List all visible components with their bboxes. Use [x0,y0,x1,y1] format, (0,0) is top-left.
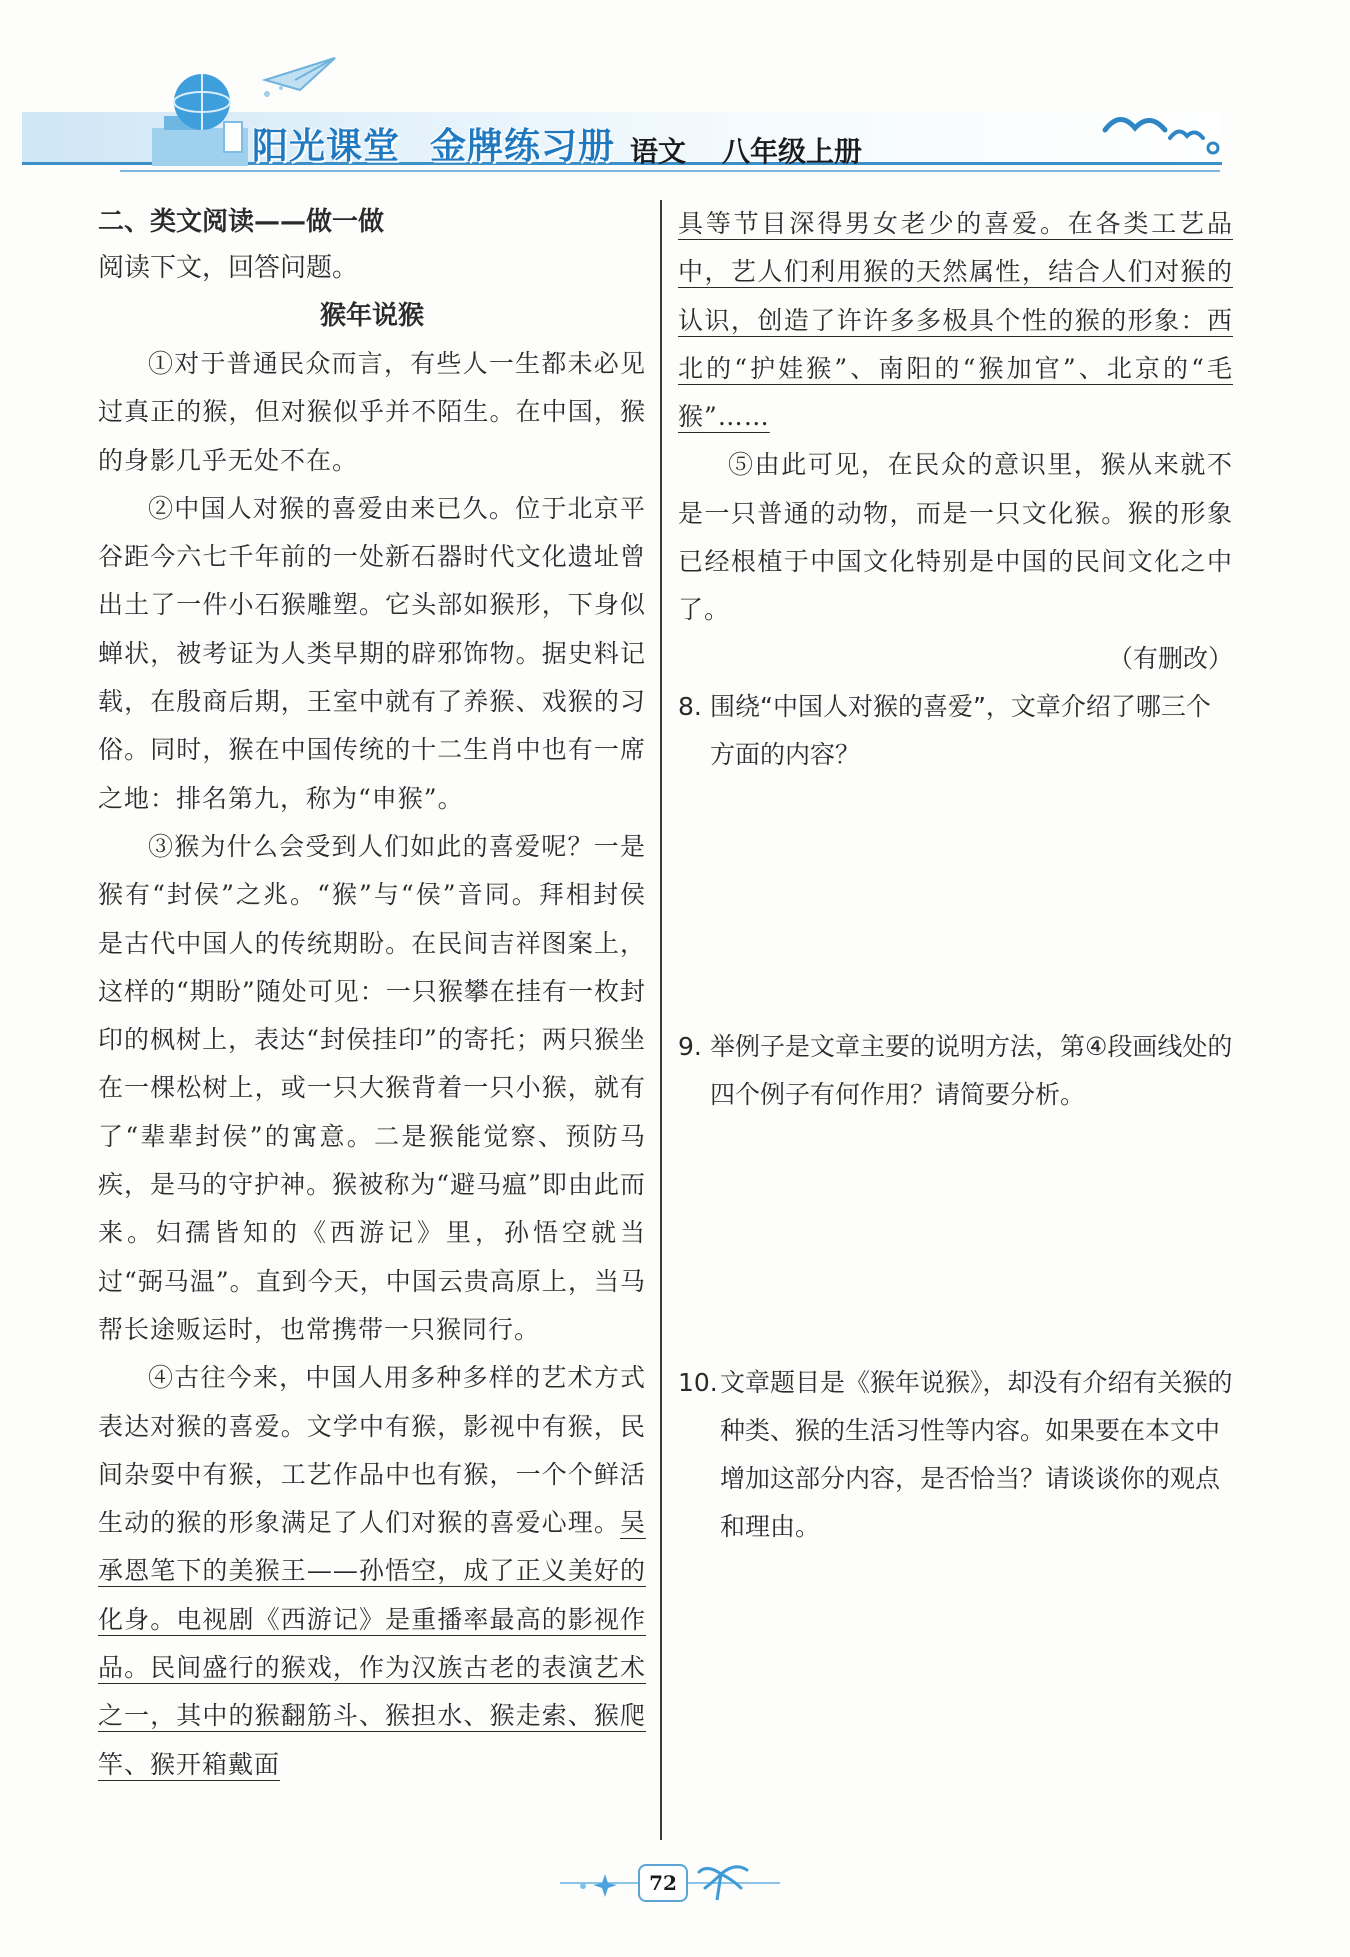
question-8-body: 围绕“中国人对猴的喜爱”，文章介绍了哪三个方面的内容？ [710,691,1211,769]
grade-label: 八年级上册 [722,135,863,168]
paragraph-4-intro: ④古往今来，中国人用多种多样的艺术方式表达对猴的喜爱。文学中有猴，影视中有猴，民间杂耍中有猴，工艺作品中也有猴，一个个鲜活生动的猴的形象满足了人们对猴的喜爱心理。 [98,1363,646,1538]
article-title: 猴年说猴 [319,301,424,331]
reading-instruction: 阅读下文，回答问题。 [98,253,359,283]
question-8-number: 8. [678,691,702,721]
page-header [0,0,1350,190]
question-9 [678,1023,1233,1359]
underlined-examples-part1: 吴承恩笔下的美猴王——孙悟空，成了正义美好的化身。电视剧《西游记》是重播率最高的影视作品。民间盛行的猴戏，作为汉族古老的表演艺术之一，其中的猴翻筋斗、猴担水、猴走索、猴爬竿、猴开箱戴面 [98,1508,646,1779]
question-10-text [678,1359,1233,1551]
right-column [678,200,1233,1551]
question-9-text [678,1023,1233,1119]
section-title: 二、类文阅读——做一做 [98,207,385,237]
article-paragraph-3: ③猴为什么会受到人们如此的喜爱呢？一是猴有“封侯”之兆。“猴”与“侯”音同。拜相封侯是古代中国人的传统期盼。在民间吉祥图案上，这样的“期盼”随处可见：一只猴攀在挂有一枚封印的枫树上，表达“封侯挂印”的寄托；两只猴坐在一棵松树上，或一只大猴背着一只小猴，就有了“辈辈封侯”的寓意。二是猴能觉察、预防马疾，是马的守护神。猴被称为“避马瘟”即由此而来。妇孺皆知的《西游记》里，孙悟空就当过“弼马温”。直到今天，中国云贵高原上，当马帮长途贩运时，也常携带一只猴同行。 [98,831,646,1344]
birds-icon [1095,100,1225,160]
article-paragraph-4 [98,1354,646,1789]
question-9-body: 举例子是文章主要的说明方法，第④段画线处的四个例子有何作用？请简要分析。 [710,1031,1233,1109]
page-number: 72 [638,1864,688,1902]
brand-title-part1: 阳光课堂 [252,126,401,167]
brand-title [252,118,615,169]
star-sparkle-icon [575,1870,625,1900]
page-footer [0,1850,1350,1910]
underlined-examples-part2: 具等节目深得男女老少的喜爱。在各类工艺品中，艺人们利用猴的天然属性，结合人们对猴的认识，创造了许许多多极具个性的猴的形象：西北的“护娃猴”、南阳的“猴加官”、北京的“毛猴”…… [678,209,1233,432]
brand-title-part2: 金牌练习册 [430,126,616,167]
question-10-body: 文章题目是《猴年说猴》，却没有介绍有关猴的种类、猴的生活习性等内容。如果要在本文中增加这部分内容，是否恰当？请谈谈你的观点和理由。 [720,1367,1233,1541]
left-column [98,200,646,1789]
question-8 [678,683,1233,1023]
article-paragraph-5: ⑤由此可见，在民众的意识里，猴从来就不是一只普通的动物，而是一只文化猴。猴的形象已经根植于中国文化特别是中国的民间文化之中了。 [678,450,1233,625]
source-note: （有删改） [1107,643,1233,673]
paper-plane-icon [255,50,345,100]
question-10 [678,1359,1233,1551]
column-divider [660,200,662,1840]
palm-tree-icon [695,1858,755,1903]
article-paragraph-4-continued [678,200,1233,441]
article-paragraph-1: ①对于普通民众而言，有些人一生都未必见过真正的猴，但对猴似乎并不陌生。在中国，猴的身影几乎无处不在。 [98,349,646,475]
question-8-text [678,683,1233,779]
question-9-number: 9. [678,1031,702,1061]
question-10-number: 10. [678,1367,718,1397]
header-divider-line [120,170,1220,172]
subject-label: 语文 [630,135,687,168]
globe-books-icon [150,68,250,168]
article-paragraph-2: ②中国人对猴的喜爱由来已久。位于北京平谷距今六七千年前的一处新石器时代文化遗址曾出土了一件小石猴雕塑。它头部如猴形，下身似蝉状，被考证为人类早期的辟邪饰物。据史料记载，在殷商后期，王室中就有了养猴、戏猴的习俗。同时，猴在中国传统的十二生肖中也有一席之地：排名第九，称为“申猴”。 [98,493,646,813]
